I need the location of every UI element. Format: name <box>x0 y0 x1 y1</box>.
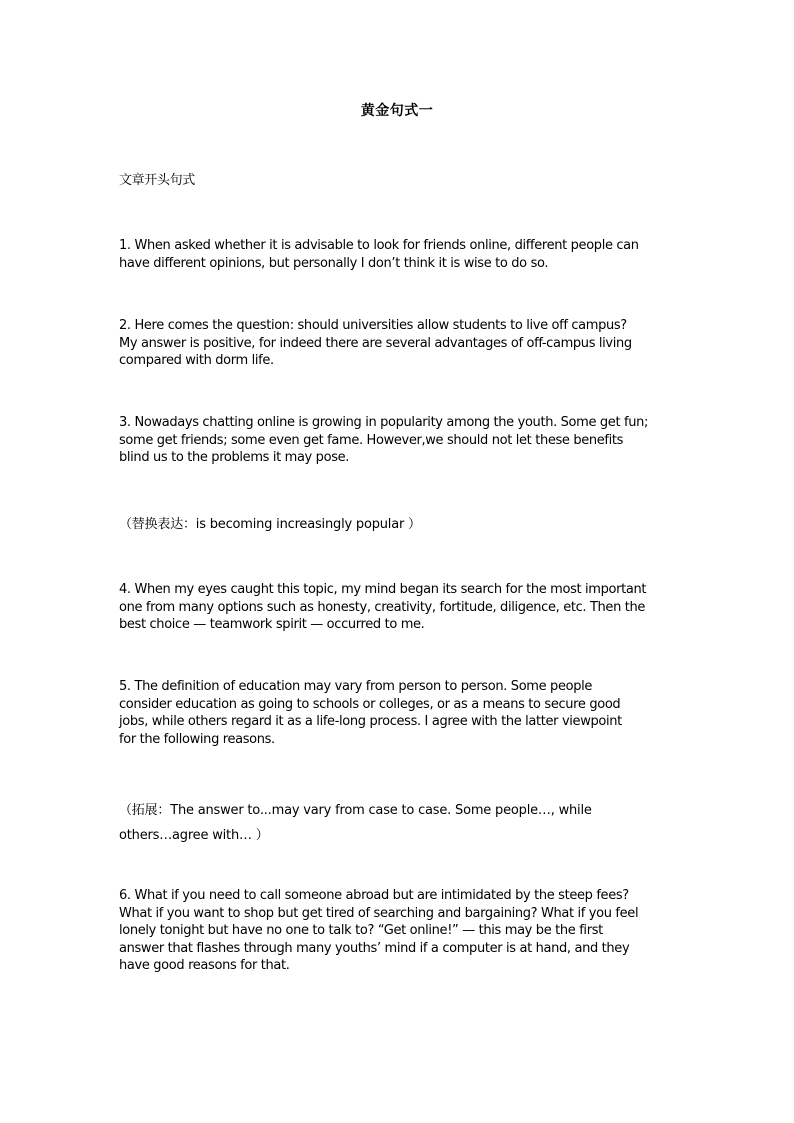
paragraph-line: （拓展：The answer to...may vary from case to case. Some people…, while <box>119 803 592 818</box>
paragraph-line: have good reasons for that. <box>119 958 290 974</box>
paragraph-line: best choice — teamwork spirit — occurred to me. <box>119 617 425 633</box>
paragraph-line: jobs, while others regard it as a life-long process. I agree with the latter viewpoint <box>119 714 622 730</box>
paragraph-line: What if you want to shop but get tired of searching and bargaining? What if you feel <box>119 905 639 921</box>
paragraph-1 <box>119 237 687 272</box>
paragraph-line: 4. When my eyes caught this topic, my mind began its search for the most important <box>119 582 647 597</box>
paragraph-line: 3. Nowadays chatting online is growing in popularity among the youth. Some get fun; <box>119 415 649 430</box>
paragraph-line: （替换表达：is becoming increasingly popular ） <box>119 517 421 532</box>
paragraph-line: others…agree with… ） <box>119 828 269 843</box>
paragraph-line: lonely tonight but have no one to talk to? “Get online!” — this may be the first <box>119 923 603 939</box>
paragraph-line: blind us to the problems it may pose. <box>119 450 350 466</box>
paragraph-line: 2. Here comes the question: should universities allow students to live off campus? <box>119 318 627 333</box>
paragraph-line: 5. The definition of education may vary from person to person. Some people <box>119 679 593 694</box>
replacement-note <box>119 516 687 534</box>
paragraph-3 <box>119 414 687 467</box>
paragraph-4 <box>119 581 687 634</box>
paragraph-line: compared with dorm life. <box>119 353 274 369</box>
extension-note <box>119 798 687 848</box>
paragraph-line: some get friends; some even get fame. However,we should not let these benefits <box>119 432 624 448</box>
paragraph-6 <box>119 887 687 975</box>
page-title: 黄金句式一 <box>360 103 434 119</box>
paragraph-5 <box>119 678 687 748</box>
paragraph-line: consider education as going to schools or colleges, or as a means to secure good <box>119 696 621 712</box>
paragraph-line: one from many options such as honesty, creativity, fortitude, diligence, etc. Then the <box>119 599 646 615</box>
paragraph-line: have different opinions, but personally I don’t think it is wise to do so. <box>119 255 549 271</box>
paragraph-line: My answer is positive, for indeed there are several advantages of off-campus living <box>119 335 632 351</box>
paragraph-line: for the following reasons. <box>119 731 275 747</box>
paragraph-line: 1. When asked whether it is advisable to look for friends online, different people can <box>119 238 639 253</box>
paragraph-line: 6. What if you need to call someone abroad but are intimidated by the steep fees? <box>119 888 629 903</box>
paragraph-line: answer that flashes through many youths’ mind if a computer is at hand, and they <box>119 940 630 956</box>
paragraph-2 <box>119 317 687 370</box>
section-heading: 文章开头句式 <box>119 173 195 188</box>
